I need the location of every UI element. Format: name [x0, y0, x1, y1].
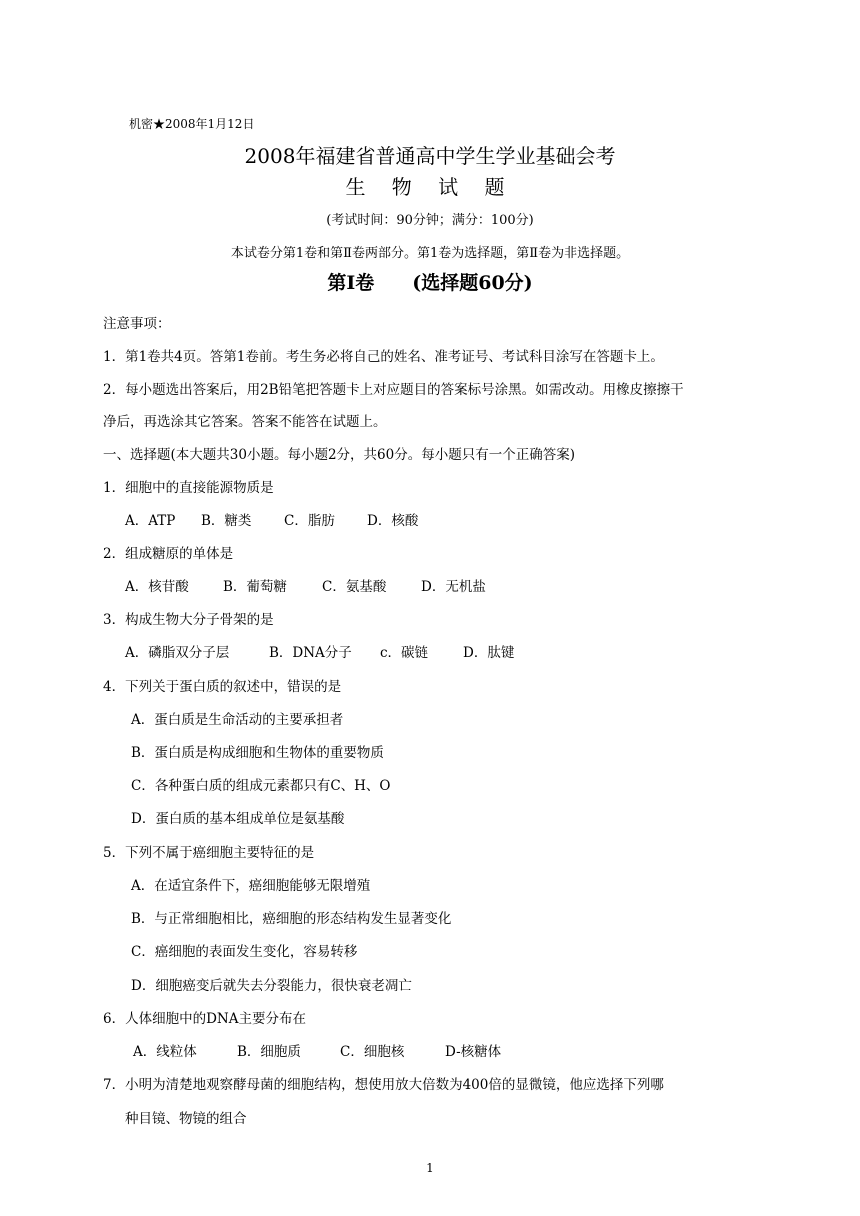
question-stem: 2．组成糖原的单体是: [103, 546, 234, 562]
exam-title: 2008年福建省普通高中学生学业基础会考: [244, 144, 616, 168]
note-1: 1．第1卷共4页。答第1卷前。考生务必将自己的姓名、准考证号、考试科目涂写在答题卡上。: [103, 349, 664, 365]
question-stem-cont: 种目镜、物镜的组合: [125, 1111, 247, 1127]
question-stem: 7．小明为清楚地观察酵母菌的细胞结构，想使用放大倍数为400倍的显微镜，他应选择下列哪: [103, 1077, 664, 1093]
note-2: 2．每小题选出答案后，用2B铅笔把答题卡上对应题目的答案标号涂黑。如需改动。用橡皮擦擦干: [103, 382, 684, 398]
option-c: c．碳链: [380, 645, 429, 661]
paper-description: 本试卷分第1卷和第Ⅱ卷两部分。第1卷为选择题，第Ⅱ卷为非选择题。: [230, 246, 630, 261]
confidential-date: 机密★2008年1月12日: [129, 117, 255, 131]
question-stem: 3．构成生物大分子骨架的是: [103, 612, 274, 628]
note-2-cont: 净后，再选涂其它答案。答案不能答在试题上。: [103, 414, 387, 430]
question-stem: 5．下列不属于癌细胞主要特征的是: [103, 845, 315, 861]
option-a: A．蛋白质是生命活动的主要承担者: [131, 712, 344, 728]
option-b: B．蛋白质是构成细胞和生物体的重要物质: [131, 745, 384, 761]
option-a: A．磷脂双分子层: [125, 645, 230, 661]
option-b: B．糖类: [201, 513, 252, 529]
option-b: B．DNA分子: [269, 645, 352, 661]
option-c: C．氨基酸: [322, 579, 387, 595]
option-c: C．癌细胞的表面发生变化，容易转移: [131, 944, 358, 960]
option-c: C．各种蛋白质的组成元素都只有C、H、O: [131, 778, 391, 794]
option-a: A．线粒体: [133, 1044, 197, 1060]
subject-title: 生 物 试 题: [345, 175, 515, 199]
exam-time: (考试时间：90分钟；满分：100分): [326, 213, 534, 228]
option-b: B．细胞质: [237, 1044, 301, 1060]
option-c: C．细胞核: [340, 1044, 405, 1060]
page-number: 1: [426, 1161, 434, 1175]
option-b: B．与正常细胞相比，癌细胞的形态结构发生显著变化: [131, 911, 452, 927]
option-d: D．蛋白质的基本组成单位是氨基酸: [131, 811, 345, 827]
option-d: D．肽键: [463, 645, 515, 661]
question-stem: 1．细胞中的直接能源物质是: [103, 480, 274, 496]
option-a: A．ATP: [125, 513, 176, 529]
option-b: B．葡萄糖: [223, 579, 287, 595]
option-d: D．细胞癌变后就失去分裂能力，很快衰老凋亡: [131, 978, 412, 994]
option-a: A．核苷酸: [125, 579, 189, 595]
option-c: C．脂肪: [284, 513, 335, 529]
part1-intro: 一、选择题(本大题共30小题。每小题2分，共60分。每小题只有一个正确答案): [103, 447, 575, 463]
notes-heading: 注意事项：: [103, 316, 171, 332]
section-title: 第Ⅰ卷 (选择题60分): [327, 272, 533, 294]
question-stem: 4．下列关于蛋白质的叙述中，错误的是: [103, 679, 342, 695]
option-a: A．在适宜条件下，癌细胞能够无限增殖: [131, 878, 371, 894]
option-d: D-核糖体: [445, 1044, 502, 1060]
option-d: D．无机盐: [421, 579, 486, 595]
option-d: D．核酸: [367, 513, 419, 529]
question-stem: 6．人体细胞中的DNA主要分布在: [103, 1011, 306, 1027]
